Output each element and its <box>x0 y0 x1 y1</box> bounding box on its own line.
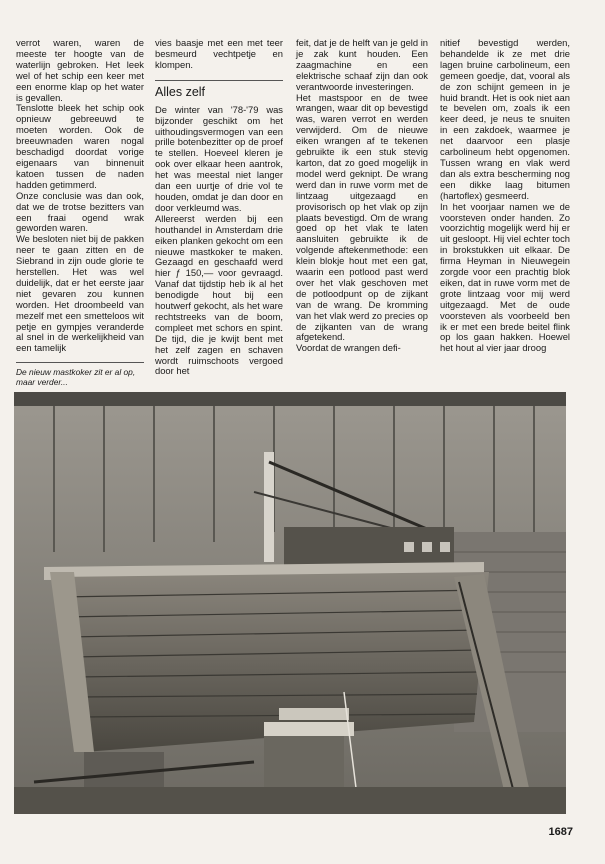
paragraph: vies baasje met een met teer besmeurd vechtpetje en klompen. <box>155 37 283 70</box>
paragraph: In het voorjaar namen we de voorsteven onder handen. Zo voorzichtig mogelijk werd hij er uit gesloopt. Hij viel echter toch in brokstukken uit elkaar. De firma Heyman in Nieuwegein zorgde voor een prachtig blok eiken, dat in ruwe vorm met de grote lintzaag voor mij werd uitgezaagd. Met de oude voorsteven als voorbeeld ben ik er met een brede beitel flink op los gaan hakken. Hoewel het hout al vier jaar droog <box>440 200 570 354</box>
section-heading: Alles zelf <box>155 80 283 99</box>
paragraph: nitief bevestigd werden, behandelde ik ze met drie lagen bruine carbolineum, een gemeen goedje, dat, vooral als de zon schijnt gemeen in je huid brandt. Het is ook niet aan te bevelen om, zoals ik een keer deed, je neus te snuiten in een zakdoek, waarmee je net daarvoor een plasje carbolineum hebt opgenomen. Tussen wrang en vlak werd dan als extra bescherming nog een dikke laag bitumen (hartoflex) gesmeerd. <box>440 37 570 201</box>
paragraph: verrot waren, waren de meeste ter hoogte van de waterlijn gebroken. Het leek wel of het schip een keer met een enorme klap op het water is gevallen. <box>16 37 144 103</box>
page-number: 1687 <box>548 826 573 838</box>
boat-photo <box>14 392 566 814</box>
paragraph: Allereerst werden bij een houthandel in Amsterdam drie eiken planken gekocht om een nieuwe mastkoker te maken. Gezaagd en geschaafd werd hier ƒ 150,— voor gevraagd. Vanaf dat tijdstip heb ik al het benodigde hout bij een houtwerf gekocht, als het ware rechtstreeks van de boom, compleet met schors en spint. De tijd, die je kwijt bent met het zelf zagen en schaven wordt ruimschoots vergoed door het <box>155 212 283 377</box>
photo-caption: De nieuw mastkoker zit er al op, maar verder... <box>16 362 144 387</box>
text-column-4 <box>440 38 570 354</box>
text-column-1 <box>16 38 144 354</box>
paragraph: Tenslotte bleek het schip ook opnieuw gebreeuwd te moeten worden. Ook de breeuwnaden waren nogal beschadigd doordat vorige eigenaars van binnenuit katoen tussen de naden hadden getimmerd. <box>16 102 144 190</box>
paragraph: Het mastspoor en de twee wrangen, waar dit op bevestigd was, waren verrot en werden verwijderd. Om de nieuwe eiken wrangen af te tekenen gebruikte ik een stuk stevig karton, dat zo goed mogelijk in model werd geknipt. De wrang werd dan in ruwe vorm met de lintzaag uitgezaagd en provisorisch op het vlak op zijn plaats bevestigd. Om de wrang goed op het vlak te laten aansluiten gebruikte ik de volgende aftekenmethode: een klein blokje hout met een gat, waarin een potlood past werd over het vlak geschoven met de potloodpunt op de zijkant van de wrang. De kromming van het vlak werd zo precies op de zijkanten van de wrang afgetekend. <box>296 91 428 343</box>
text-column-2 <box>155 38 283 377</box>
boat-photo-illustration <box>14 392 566 814</box>
paragraph: De winter van '78-'79 was bijzonder geschikt om het uithoudingsvermogen van een prille botenbezitter op de proef te stellen. Hoeveel kleren je ook over elkaar heen aantrok, het was meestal niet langer dan een uurtje of drie vol te houden, omdat je dan door en door verkleumd was. <box>155 103 283 213</box>
paragraph: Voordat de wrangen defi- <box>296 342 401 354</box>
paragraph: Onze conclusie was dan ook, dat we de trotse bezitters van een fraai ogend wrak geworden waren. <box>16 189 144 234</box>
text-column-3 <box>296 38 428 354</box>
paragraph: We besloten niet bij de pakken neer te gaan zitten en de Siebrand in zijn oude glorie te herstellen. Het was wel duidelijk, dat er het eerste jaar niet gevaren zou kunnen worden. Het droombeeld van mezelf met een smetteloos wit petje en gympjes veranderde al snel in de werkelijkheid van een tamelijk <box>16 233 144 354</box>
paragraph: feit, dat je de helft van je geld in je zak kunt houden. Een zaagmachine en een elektrische schaaf zijn dan ook verantwoorde investeringen. <box>296 37 428 92</box>
